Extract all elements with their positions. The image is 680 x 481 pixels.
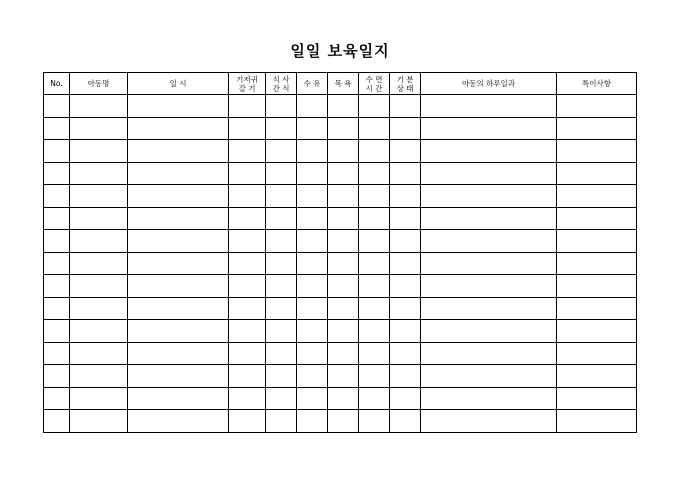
cell-feeding — [297, 320, 328, 343]
cell-mood — [390, 387, 421, 410]
cell-bath — [328, 365, 359, 388]
cell-diaper — [229, 387, 266, 410]
cell-daily-routine — [421, 342, 557, 365]
column-header-mood: 기 분 상 태 — [390, 73, 421, 95]
cell-no — [44, 365, 70, 388]
cell-datetime — [128, 162, 229, 185]
cell-child-name — [70, 320, 128, 343]
cell-child-name — [70, 252, 128, 275]
cell-feeding — [297, 365, 328, 388]
cell-child-name — [70, 207, 128, 230]
cell-notes — [557, 140, 637, 163]
cell-child-name — [70, 365, 128, 388]
cell-notes — [557, 117, 637, 140]
cell-no — [44, 207, 70, 230]
cell-sleep-time — [359, 162, 390, 185]
cell-sleep-time — [359, 230, 390, 253]
column-header-sleep-time: 수 면 시 간 — [359, 73, 390, 95]
cell-mood — [390, 230, 421, 253]
cell-meal-snack — [266, 387, 297, 410]
table-row — [44, 140, 637, 163]
cell-feeding — [297, 230, 328, 253]
column-header-feeding: 수 유 — [297, 73, 328, 95]
column-header-meal-snack: 식 사 간 식 — [266, 73, 297, 95]
cell-notes — [557, 207, 637, 230]
cell-daily-routine — [421, 207, 557, 230]
cell-feeding — [297, 387, 328, 410]
cell-sleep-time — [359, 297, 390, 320]
cell-diaper — [229, 140, 266, 163]
cell-diaper — [229, 230, 266, 253]
cell-mood — [390, 207, 421, 230]
cell-no — [44, 342, 70, 365]
cell-diaper — [229, 275, 266, 298]
cell-notes — [557, 297, 637, 320]
page-title: 일일 보육일지 — [290, 42, 390, 60]
cell-no — [44, 185, 70, 208]
cell-child-name — [70, 117, 128, 140]
cell-no — [44, 275, 70, 298]
cell-no — [44, 252, 70, 275]
cell-bath — [328, 320, 359, 343]
cell-notes — [557, 342, 637, 365]
table-row — [44, 365, 637, 388]
cell-mood — [390, 140, 421, 163]
cell-child-name — [70, 297, 128, 320]
cell-bath — [328, 140, 359, 163]
cell-mood — [390, 342, 421, 365]
cell-datetime — [128, 230, 229, 253]
cell-no — [44, 410, 70, 433]
cell-bath — [328, 117, 359, 140]
table-row — [44, 230, 637, 253]
cell-bath — [328, 297, 359, 320]
table-row — [44, 207, 637, 230]
table-row — [44, 252, 637, 275]
cell-daily-routine — [421, 185, 557, 208]
cell-mood — [390, 95, 421, 118]
cell-feeding — [297, 275, 328, 298]
cell-meal-snack — [266, 95, 297, 118]
cell-datetime — [128, 275, 229, 298]
cell-daily-routine — [421, 252, 557, 275]
cell-diaper — [229, 207, 266, 230]
table-row — [44, 275, 637, 298]
cell-bath — [328, 95, 359, 118]
cell-meal-snack — [266, 140, 297, 163]
column-header-notes: 특이사항 — [557, 73, 637, 95]
cell-mood — [390, 185, 421, 208]
cell-meal-snack — [266, 117, 297, 140]
cell-meal-snack — [266, 252, 297, 275]
cell-notes — [557, 162, 637, 185]
cell-no — [44, 230, 70, 253]
cell-notes — [557, 320, 637, 343]
cell-datetime — [128, 95, 229, 118]
cell-child-name — [70, 185, 128, 208]
cell-no — [44, 320, 70, 343]
cell-meal-snack — [266, 320, 297, 343]
cell-child-name — [70, 410, 128, 433]
cell-no — [44, 297, 70, 320]
cell-notes — [557, 365, 637, 388]
cell-notes — [557, 387, 637, 410]
cell-bath — [328, 387, 359, 410]
cell-mood — [390, 275, 421, 298]
cell-notes — [557, 95, 637, 118]
cell-mood — [390, 252, 421, 275]
cell-mood — [390, 320, 421, 343]
cell-feeding — [297, 342, 328, 365]
column-header-diaper: 기저귀 갈 기 — [229, 73, 266, 95]
table-row — [44, 117, 637, 140]
table-row — [44, 297, 637, 320]
cell-daily-routine — [421, 230, 557, 253]
cell-daily-routine — [421, 162, 557, 185]
cell-datetime — [128, 342, 229, 365]
cell-feeding — [297, 117, 328, 140]
cell-meal-snack — [266, 410, 297, 433]
cell-sleep-time — [359, 410, 390, 433]
cell-daily-routine — [421, 140, 557, 163]
cell-daily-routine — [421, 95, 557, 118]
column-header-datetime: 일 시 — [128, 73, 229, 95]
cell-sleep-time — [359, 365, 390, 388]
cell-notes — [557, 230, 637, 253]
table-row — [44, 410, 637, 433]
table-row — [44, 320, 637, 343]
cell-meal-snack — [266, 365, 297, 388]
cell-feeding — [297, 185, 328, 208]
cell-bath — [328, 207, 359, 230]
daycare-log-table — [43, 72, 637, 433]
cell-bath — [328, 185, 359, 208]
column-header-no: No. — [44, 73, 70, 95]
cell-daily-routine — [421, 297, 557, 320]
cell-datetime — [128, 117, 229, 140]
cell-notes — [557, 275, 637, 298]
cell-child-name — [70, 162, 128, 185]
cell-feeding — [297, 207, 328, 230]
cell-datetime — [128, 140, 229, 163]
cell-child-name — [70, 230, 128, 253]
cell-bath — [328, 252, 359, 275]
cell-daily-routine — [421, 387, 557, 410]
cell-mood — [390, 297, 421, 320]
cell-diaper — [229, 185, 266, 208]
table-header-row — [44, 73, 637, 95]
cell-diaper — [229, 297, 266, 320]
cell-feeding — [297, 297, 328, 320]
cell-mood — [390, 162, 421, 185]
cell-child-name — [70, 140, 128, 163]
cell-meal-snack — [266, 342, 297, 365]
column-header-child-name: 아동명 — [70, 73, 128, 95]
cell-sleep-time — [359, 342, 390, 365]
cell-notes — [557, 410, 637, 433]
cell-no — [44, 95, 70, 118]
cell-bath — [328, 230, 359, 253]
cell-diaper — [229, 365, 266, 388]
cell-child-name — [70, 387, 128, 410]
cell-diaper — [229, 320, 266, 343]
cell-sleep-time — [359, 320, 390, 343]
cell-datetime — [128, 185, 229, 208]
cell-feeding — [297, 95, 328, 118]
cell-meal-snack — [266, 185, 297, 208]
cell-no — [44, 117, 70, 140]
cell-diaper — [229, 410, 266, 433]
cell-sleep-time — [359, 275, 390, 298]
cell-diaper — [229, 342, 266, 365]
cell-datetime — [128, 387, 229, 410]
cell-sleep-time — [359, 117, 390, 140]
cell-datetime — [128, 252, 229, 275]
cell-mood — [390, 117, 421, 140]
cell-daily-routine — [421, 320, 557, 343]
cell-bath — [328, 410, 359, 433]
cell-sleep-time — [359, 95, 390, 118]
cell-datetime — [128, 320, 229, 343]
table-row — [44, 162, 637, 185]
cell-sleep-time — [359, 387, 390, 410]
cell-feeding — [297, 252, 328, 275]
cell-mood — [390, 410, 421, 433]
cell-child-name — [70, 95, 128, 118]
cell-child-name — [70, 342, 128, 365]
table-row — [44, 185, 637, 208]
cell-datetime — [128, 207, 229, 230]
table-row — [44, 95, 637, 118]
cell-notes — [557, 185, 637, 208]
cell-mood — [390, 365, 421, 388]
cell-diaper — [229, 117, 266, 140]
column-header-bath: 목 욕 — [328, 73, 359, 95]
cell-datetime — [128, 365, 229, 388]
cell-sleep-time — [359, 185, 390, 208]
table-row — [44, 387, 637, 410]
cell-meal-snack — [266, 207, 297, 230]
cell-diaper — [229, 162, 266, 185]
cell-no — [44, 162, 70, 185]
cell-no — [44, 387, 70, 410]
cell-bath — [328, 275, 359, 298]
cell-meal-snack — [266, 275, 297, 298]
cell-sleep-time — [359, 207, 390, 230]
cell-feeding — [297, 410, 328, 433]
cell-daily-routine — [421, 117, 557, 140]
cell-datetime — [128, 410, 229, 433]
cell-diaper — [229, 252, 266, 275]
cell-meal-snack — [266, 297, 297, 320]
cell-bath — [328, 162, 359, 185]
cell-bath — [328, 342, 359, 365]
cell-diaper — [229, 95, 266, 118]
cell-feeding — [297, 140, 328, 163]
cell-notes — [557, 252, 637, 275]
cell-daily-routine — [421, 275, 557, 298]
cell-datetime — [128, 297, 229, 320]
cell-feeding — [297, 162, 328, 185]
cell-meal-snack — [266, 230, 297, 253]
cell-daily-routine — [421, 365, 557, 388]
cell-child-name — [70, 275, 128, 298]
cell-no — [44, 140, 70, 163]
cell-meal-snack — [266, 162, 297, 185]
cell-sleep-time — [359, 140, 390, 163]
cell-daily-routine — [421, 410, 557, 433]
cell-sleep-time — [359, 252, 390, 275]
column-header-daily-routine: 아동의 하루일과 — [421, 73, 557, 95]
table-row — [44, 342, 637, 365]
